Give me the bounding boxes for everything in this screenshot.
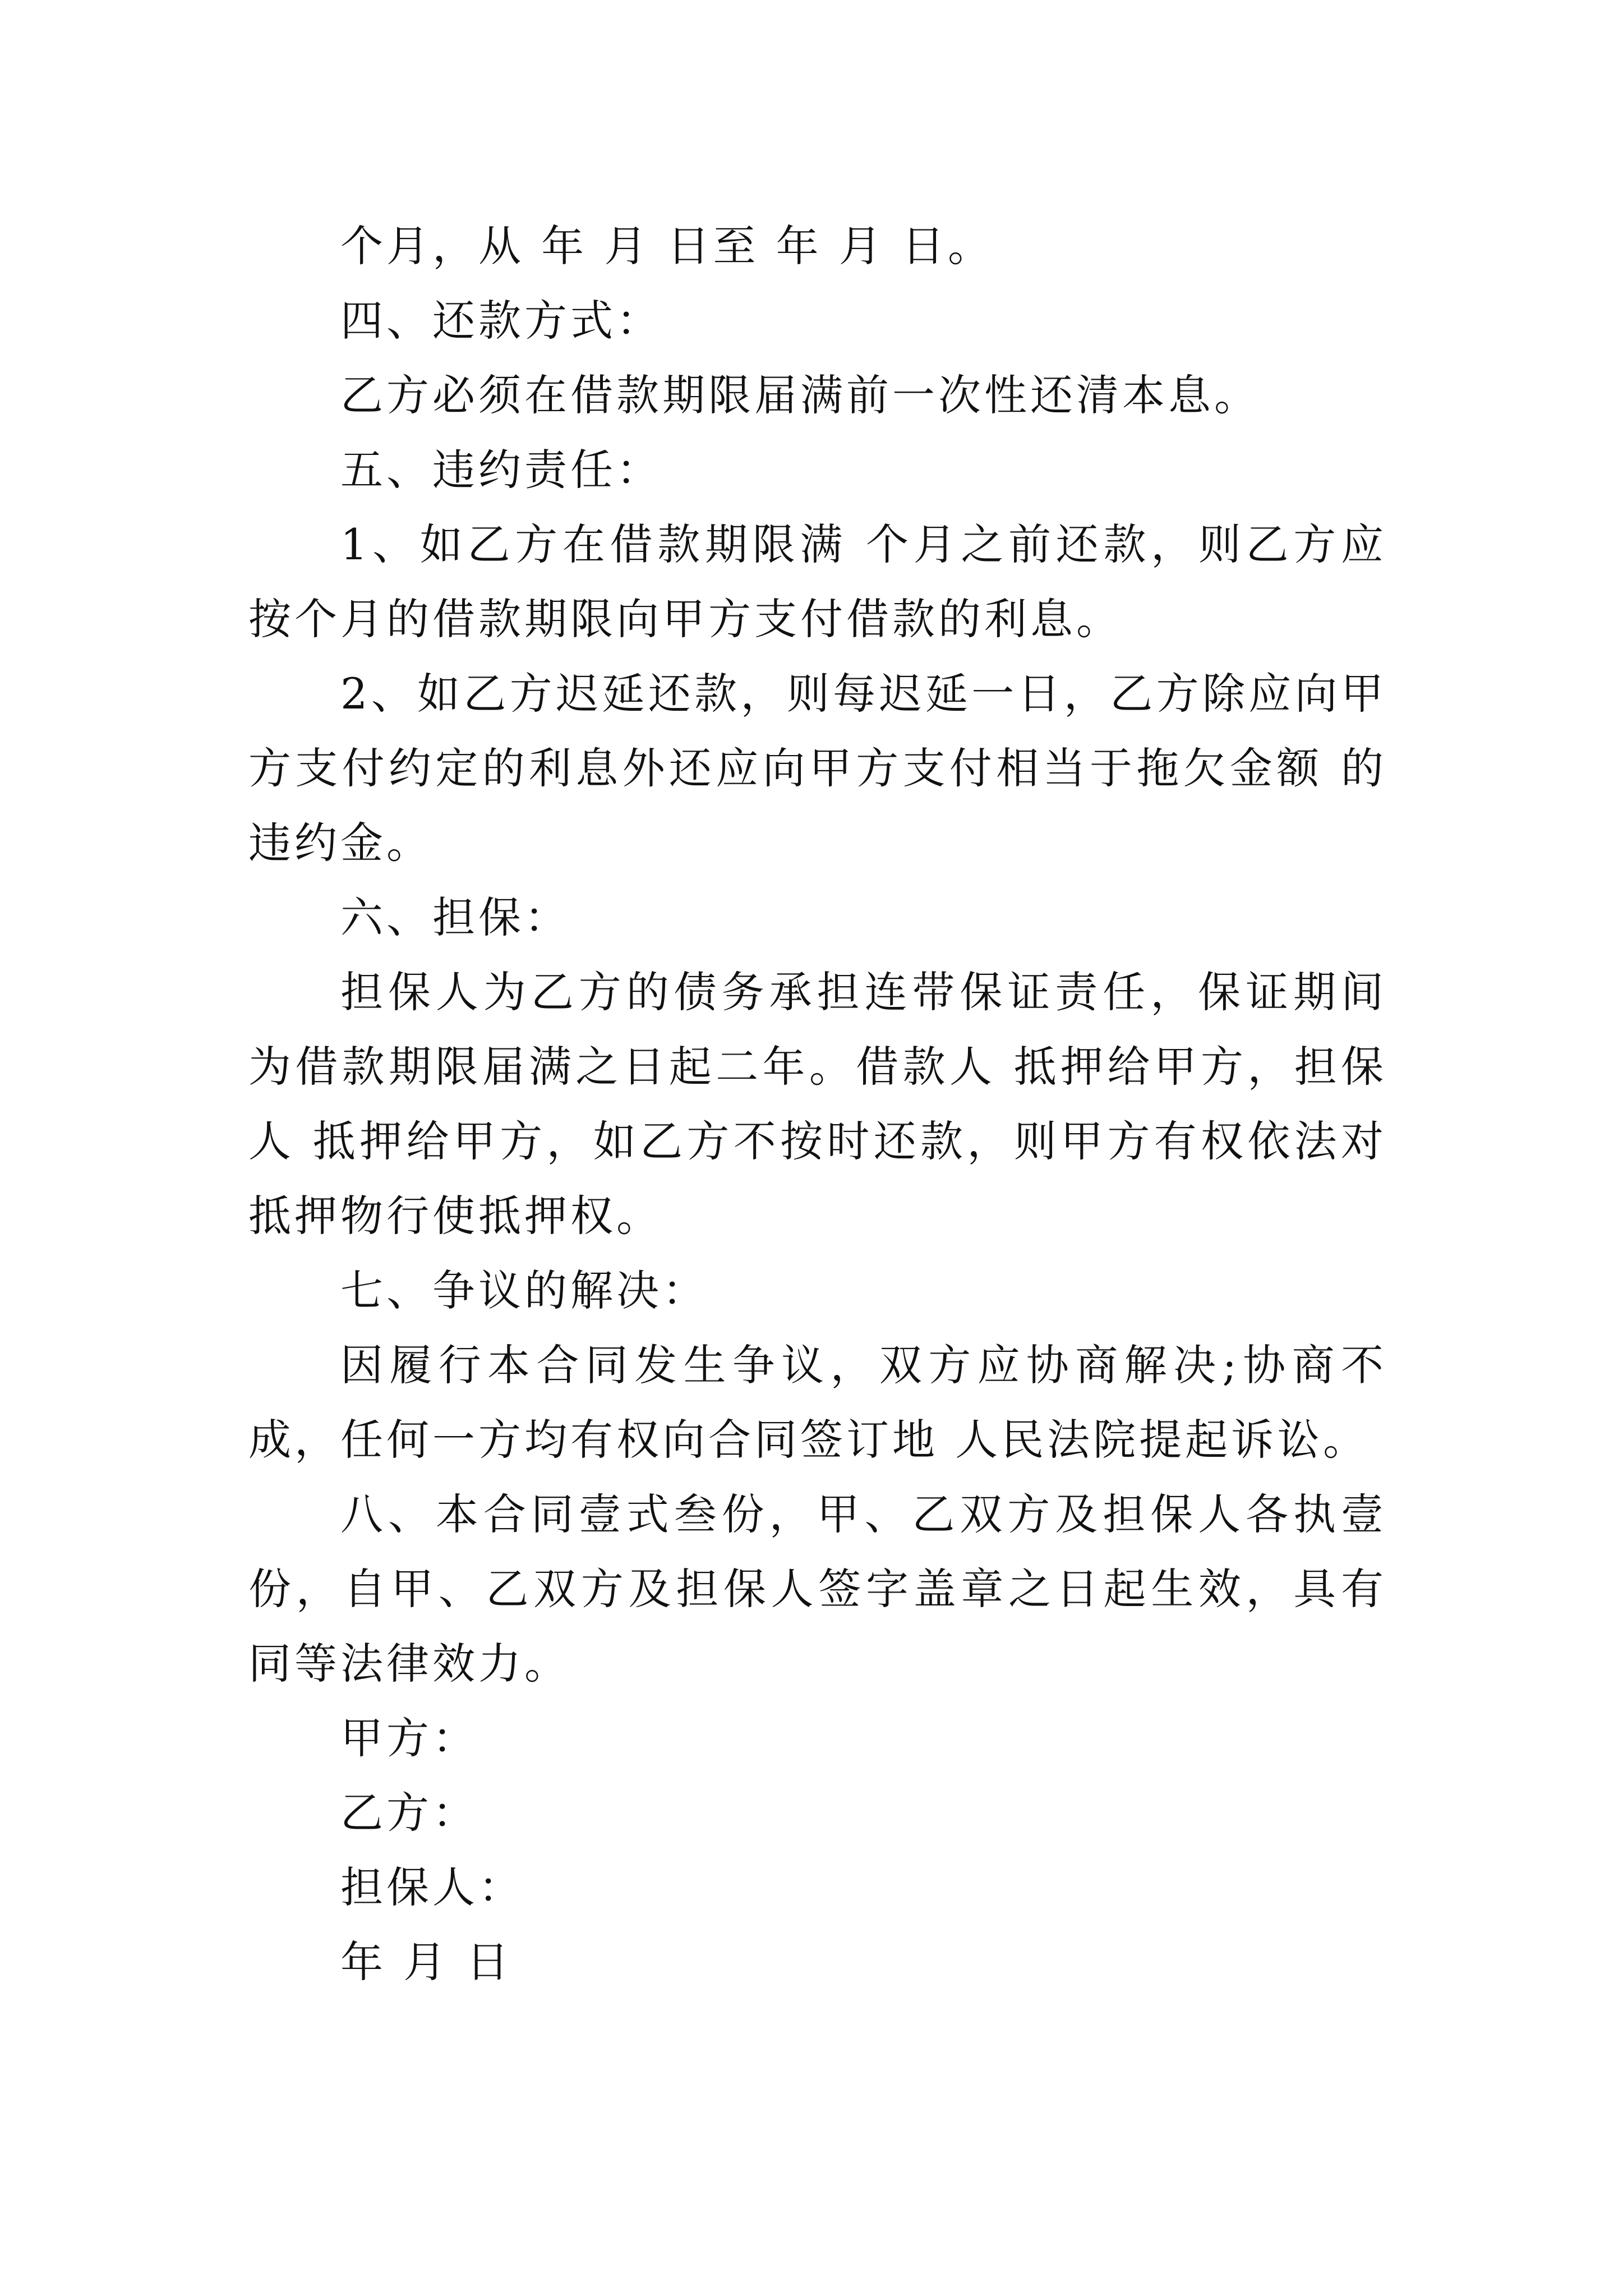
- heading-guarantee: 六、担保：: [340, 892, 570, 942]
- paragraph-copies-and-effect: 八、本合同壹式叁份，甲、乙双方及担保人各执壹份，自甲、乙双方及担保人签字盖章之日起生效，具有同等法律效力。: [248, 1489, 1387, 1688]
- signature-date: 年 月 日: [340, 1937, 513, 1987]
- heading-dispute-resolution: 七、争议的解决：: [340, 1266, 708, 1315]
- heading-breach-liability: 五、违约责任：: [340, 445, 662, 495]
- signature-party-b: 乙方：: [340, 1788, 478, 1838]
- paragraph-loan-term-continuation: 个月，从 年 月 日至 年 月 日。: [340, 221, 994, 271]
- paragraph-guarantee: 担保人为乙方的债务承担连带保证责任，保证期间为借款期限届满之日起二年。借款人 抵押给甲方，担保人 抵押给甲方，如乙方不按时还款，则甲方有权依法对抵押物行使抵押权。: [248, 967, 1387, 1241]
- heading-repayment-method: 四、还款方式：: [340, 296, 662, 346]
- document-body: [248, 209, 1387, 1999]
- signature-party-a: 甲方：: [340, 1713, 478, 1763]
- paragraph-breach-item-2: 2、如乙方迟延还款，则每迟延一日，乙方除应向甲方支付约定的利息外还应向甲方支付相当于拖欠金额 的违约金。: [248, 669, 1387, 868]
- paragraph-dispute-resolution: 因履行本合同发生争议，双方应协商解决;协商不成，任何一方均有权向合同签订地 人民法院提起诉讼。: [248, 1340, 1387, 1465]
- signature-guarantor: 担保人：: [340, 1862, 524, 1912]
- paragraph-breach-item-1: 1、如乙方在借款期限满 个月之前还款，则乙方应按个月的借款期限向甲方支付借款的利息。: [248, 519, 1387, 644]
- paragraph-repayment-method: 乙方必须在借款期限届满前一次性还清本息。: [340, 370, 1260, 420]
